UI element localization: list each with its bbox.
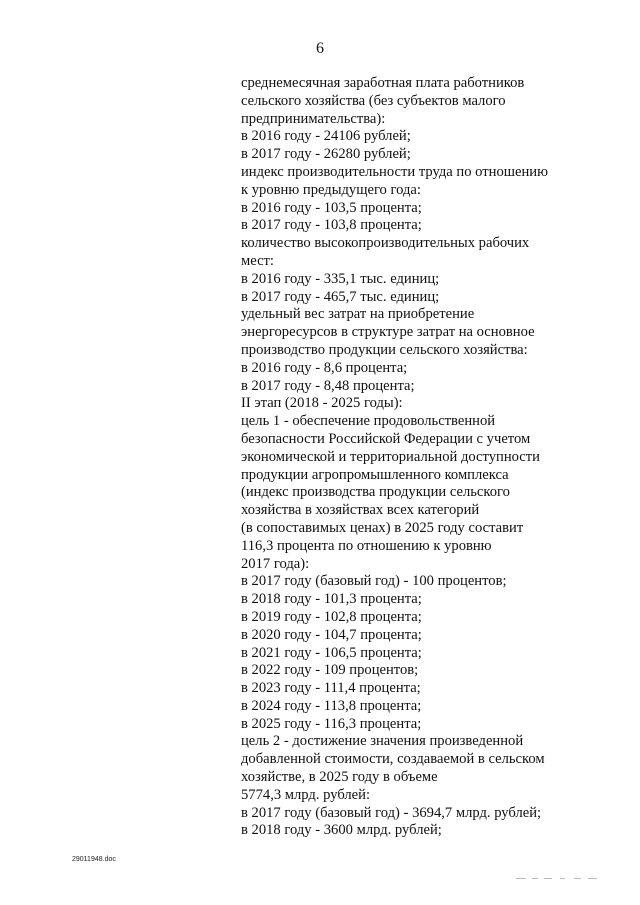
text-line: в 2025 году - 116,3 процента; <box>241 715 422 732</box>
text-line: 2017 года): <box>241 555 310 572</box>
text-line: в 2017 году (базовый год) - 100 процентов; <box>241 573 507 590</box>
text-line: в 2016 году - 24106 рублей; <box>241 128 411 145</box>
text-line: в 2016 году - 335,1 тыс. единиц; <box>241 270 440 287</box>
text-line: безопасности Российской Федерации с учетом <box>241 430 531 447</box>
text-line: (индекс производства продукции сельского <box>241 484 510 501</box>
text-line: хозяйства в хозяйствах всех категорий <box>241 502 480 519</box>
text-line: индекс производительности труда по отношению <box>241 163 549 180</box>
scan-artifact-marks <box>516 876 606 882</box>
text-line: добавленной стоимости, создаваемой в сельском <box>241 751 545 768</box>
document-body <box>241 75 601 840</box>
text-line: к уровню предыдущего года: <box>241 181 421 198</box>
text-line: в 2022 году - 109 процентов; <box>241 662 419 679</box>
text-line: в 2024 году - 113,8 процента; <box>241 697 422 714</box>
text-line: удельный вес затрат на приобретение <box>241 306 475 323</box>
footer-filename: 29011948.doc <box>72 856 116 863</box>
text-line: 116,3 процента по отношению к уровню <box>241 537 492 554</box>
text-line: II этап (2018 - 2025 годы): <box>241 395 403 412</box>
text-line: в 2017 году - 465,7 тыс. единиц; <box>241 288 440 305</box>
text-line: количество высокопроизводительных рабочих <box>241 235 530 252</box>
text-line: хозяйстве, в 2025 году в объеме <box>241 769 438 786</box>
text-line: 5774,3 млрд. рублей: <box>241 786 371 803</box>
text-line: в 2020 году - 104,7 процента; <box>241 626 422 643</box>
text-line: среднемесячная заработная плата работников <box>241 75 525 91</box>
text-line: предпринимательства): <box>241 110 386 127</box>
text-line: экономической и территориальной доступности <box>241 448 540 465</box>
text-line: в 2017 году (базовый год) - 3694,7 млрд. рублей; <box>241 804 542 821</box>
text-line: мест: <box>241 252 274 269</box>
text-line: продукции агропромышленного комплекса <box>241 466 509 483</box>
text-line: в 2021 году - 106,5 процента; <box>241 644 422 661</box>
text-line: в 2023 году - 111,4 процента; <box>241 680 421 697</box>
text-line: цель 1 - обеспечение продовольственной <box>241 413 496 430</box>
text-line: сельского хозяйства (без субъектов малого <box>241 92 506 109</box>
page-number: 6 <box>316 40 324 57</box>
text-line: в 2018 году - 101,3 процента; <box>241 591 422 608</box>
text-line: производство продукции сельского хозяйства: <box>241 341 528 358</box>
text-line: в 2017 году - 8,48 процента; <box>241 377 415 394</box>
text-line: цель 2 - достижение значения произведенной <box>241 733 524 750</box>
text-line: в 2018 году - 3600 млрд. рублей; <box>241 822 442 839</box>
text-line: в 2017 году - 103,8 процента; <box>241 217 422 234</box>
text-line: энергоресурсов в структуре затрат на основное <box>241 324 535 341</box>
text-line: в 2016 году - 103,5 процента; <box>241 199 422 216</box>
text-line: в 2019 году - 102,8 процента; <box>241 608 422 625</box>
text-line: в 2016 году - 8,6 процента; <box>241 359 408 376</box>
text-line: в 2017 году - 26280 рублей; <box>241 146 411 163</box>
text-line: (в сопоставимых ценах) в 2025 году составит <box>241 519 524 536</box>
